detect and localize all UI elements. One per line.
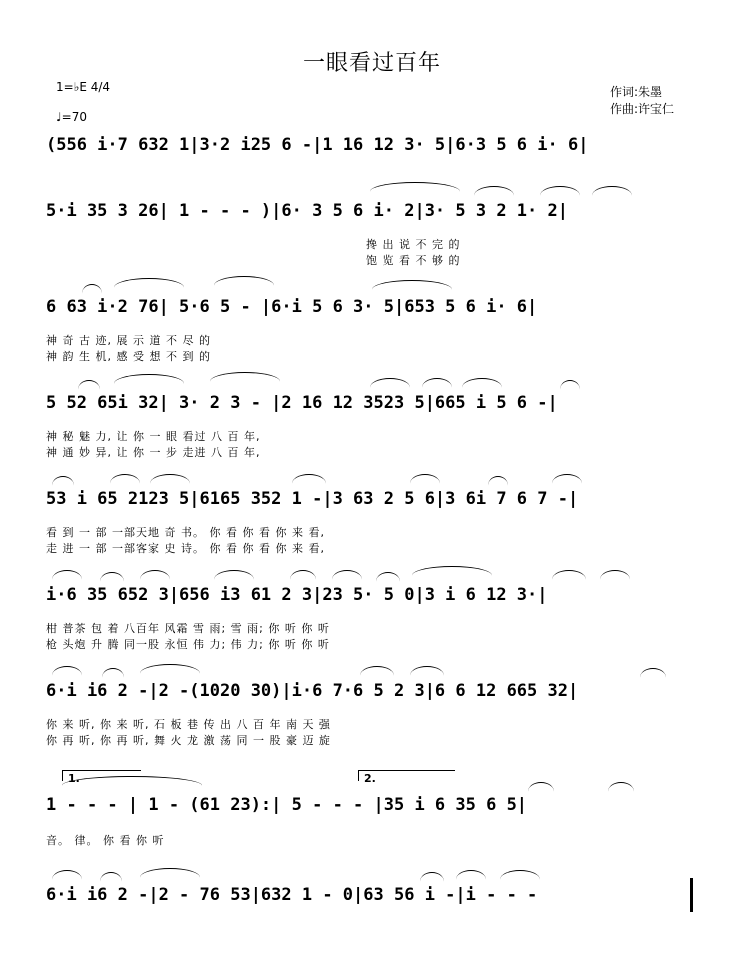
notation-row: 5 52 65i 32| 3· 2 3 - |2 16 12 3523 5|665 i 5 6 -| bbox=[46, 393, 558, 413]
lyric-verse-2: 神 韵 生 机, 感 受 想 不 到 的 bbox=[46, 350, 211, 362]
lyric-verse-1: 神 秘 魅 力, 让 你 一 眼 看过 八 百 年, bbox=[46, 430, 261, 442]
lyric-verse-2: 饱 览 看 不 够 的 bbox=[366, 254, 461, 266]
lyric-verse-2: 你 再 听, 你 再 听, 舞 火 龙 激 荡 同 一 股 豪 迈 旋 bbox=[46, 734, 331, 746]
notation-row: 5·i 35 3 26| 1 - - - )|6· 3 5 6 i· 2|3· 5 3 2 1· 2| bbox=[46, 201, 568, 221]
notation-row: (556 i·7 632 1|3·2 i25 6 -|1 16 12 3· 5|6·3 5 6 i· 6| bbox=[46, 135, 589, 155]
notation-row: 53 i 65 2123 5|6165 352 1 -|3 63 2 5 6|3 6i 7 6 7 -| bbox=[46, 489, 579, 509]
lyric-verse-2: 枪 头炮 升 腾 同一股 永恒 伟 力; 伟 力; 你 听 你 听 bbox=[46, 638, 330, 650]
notation-row: 6·i i6 2 -|2 - 76 53|632 1 - 0|63 56 i -|i - - - bbox=[46, 885, 538, 905]
page-title: 一眼看过百年 bbox=[302, 51, 441, 76]
lyric-verse-1: 搀 出 说 不 完 的 bbox=[366, 238, 461, 250]
lyricist-credit: 作词:朱墨 bbox=[610, 85, 663, 99]
tempo-marking: ♩=70 bbox=[56, 110, 87, 124]
lyric-verse-1: 看 到 一 部 一部天地 奇 书。 你 看 你 看 你 来 看, bbox=[46, 526, 325, 538]
lyric-verse-1: 音。 律。 你 看 你 听 bbox=[46, 834, 165, 846]
notation-row: 6 63 i·2 76| 5·6 5 - |6·i 5 6 3· 5|653 5 6 i· 6| bbox=[46, 297, 538, 317]
lyric-verse-2: 走 进 一 部 一部客家 史 诗。 你 看 你 看 你 来 看, bbox=[46, 542, 325, 554]
key-signature: 1=♭E 4/4 bbox=[56, 80, 111, 94]
lyric-verse-1: 柑 普茶 包 着 八百年 风霜 雪 雨; 雪 雨; 你 听 你 听 bbox=[46, 622, 330, 634]
composer-credit: 作曲:许宝仁 bbox=[610, 102, 675, 116]
notation-row: 1 - - - | 1 - (61 23):| 5 - - - |35 i 6 35 6 5| bbox=[46, 795, 528, 815]
notation-row: 6·i i6 2 -|2 -(1020 30)|i·6 7·6 5 2 3|6 6 12 665 32| bbox=[46, 681, 579, 701]
final-barline bbox=[690, 878, 693, 912]
volta-1-label: 1. bbox=[68, 772, 80, 785]
lyric-verse-1: 神 奇 古 迹, 展 示 道 不 尽 的 bbox=[46, 334, 211, 346]
lyric-verse-1: 你 来 听, 你 来 听, 石 板 巷 传 出 八 百 年 南 天 强 bbox=[46, 718, 331, 730]
notation-row: i·6 35 652 3|656 i3 61 2 3|23 5· 5 0|3 i 6 12 3·| bbox=[46, 585, 548, 605]
lyric-verse-2: 神 通 妙 异, 让 你 一 步 走进 八 百 年, bbox=[46, 446, 261, 458]
volta-2-label: 2. bbox=[364, 772, 376, 785]
